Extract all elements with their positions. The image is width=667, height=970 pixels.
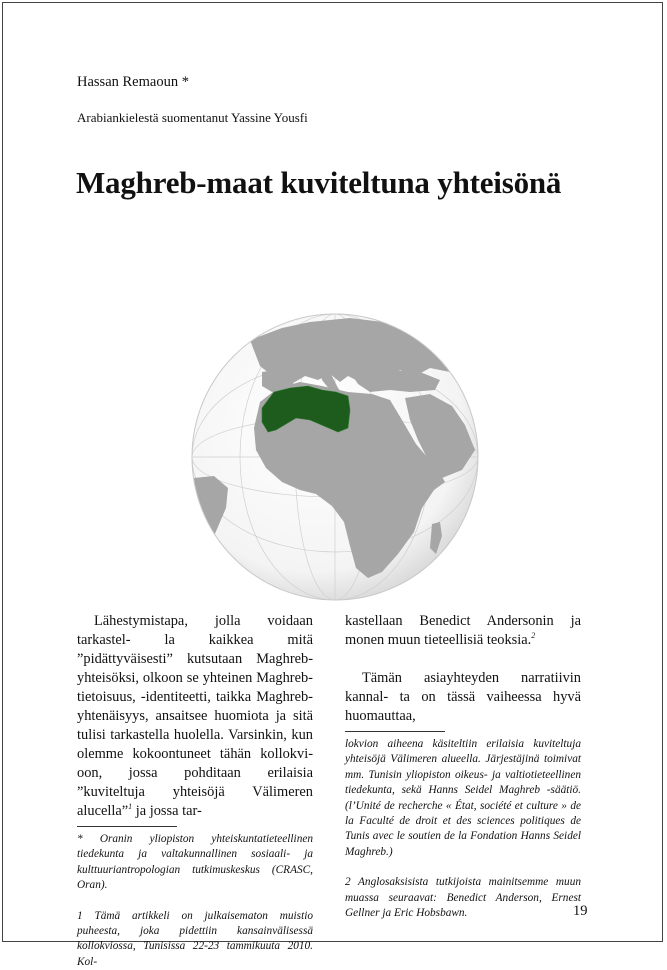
footnote-1: 1 Tämä artikkeli on julkaisematon muistio puheesta, joka pidettiin kansainvälisessä kollokviossa, Tunisissa 22-23 tammikuuta 2010. Kol- <box>77 909 313 968</box>
translator-line: Arabiankielestä suomentanut Yassine Yousfi <box>77 110 308 125</box>
paragraph-line: kastellaan Benedict Andersonin ja monen <box>345 613 581 648</box>
footnote-2: 2 Anglosaksisista tutkijoista mainitsemme muun muassa seuraavat: Benedict Anderson, Ernest Gellner ja Eric Hobsbawn. <box>345 876 581 920</box>
paragraph-line: ja sitä tulisi tarkastella huolella. Varsinkin, <box>77 708 313 743</box>
footnote-rule <box>77 826 177 827</box>
paragraph-line: Maghreb-yhteisöksi, olkoon se yhteinen <box>77 651 313 686</box>
paragraph-line: ta on tässä vaiheessa hyvä huomauttaa, <box>345 689 581 724</box>
globe-figure <box>190 310 480 605</box>
globe-map-icon <box>190 310 480 605</box>
paragraph-line: Maghreb-tietoisuus, -identiteetti, taikka <box>77 670 313 705</box>
article-title: Maghreb-maat kuviteltuna yhteisönä <box>76 165 562 200</box>
paragraph-line: la kaikkea mitä ”pidättyväisesti” kutsutaan <box>77 632 313 667</box>
footnote-1-continued: lokvion aiheena käsiteltiin erilaisia kuviteltuja yhteisöjä Välimeren alueella. Järjestäjinä toimivat mm. Tunisin yliopiston oikeus- ja valtiotieteellinen tiedekunta, sekä Hanns Seidel Maghreb -säätiö. (l’Unité de recherche « État, société et culture » de la Faculté de droit et des sciences politiques de Tunis avec le soutien de la Fondation Hanns Seidel Maghreb.) <box>345 738 581 858</box>
body-paragraph-2 <box>345 669 581 726</box>
left-column <box>77 612 313 970</box>
footnote-rule <box>345 731 445 732</box>
paragraph-line: yhteisöjä Välimeren alucella” <box>77 784 313 819</box>
paragraph-line: kun olemme kokoontuneet tähän kollokvi- <box>77 727 313 762</box>
paragraph-line: Lähestymistapa, jolla voidaan tarkastel- <box>77 613 313 648</box>
body-paragraph-1 <box>77 612 313 821</box>
footnote-ref-2: 2 <box>531 631 536 641</box>
right-column <box>345 612 581 921</box>
page-number: 19 <box>573 903 588 919</box>
body-paragraph-1-continued <box>345 612 581 650</box>
paragraph-line: Tämän asiayhteyden narratiivin kannal- <box>345 670 581 705</box>
footnote-affiliation: * Oranin yliopiston yhteiskuntatieteellinen tiedekunta ja valtakunnallinen sosiaali- ja kulttuuriantropologian tutkimuskeskus (CRASC, Oran). <box>77 833 313 892</box>
paragraph-line: ja jossa tar- <box>132 803 202 819</box>
paragraph-line: Maghreb-yhtenäisyys, ansaitsee huomiota <box>77 689 313 724</box>
author-line: Hassan Remaoun * <box>77 74 189 90</box>
paragraph-line: oon, jossa pohditaan erilaisia ”kuviteltuja <box>77 765 313 800</box>
paragraph-line: muun tieteellisiä teoksia. <box>387 632 532 648</box>
footnote-ref-1: 1 <box>128 802 133 812</box>
